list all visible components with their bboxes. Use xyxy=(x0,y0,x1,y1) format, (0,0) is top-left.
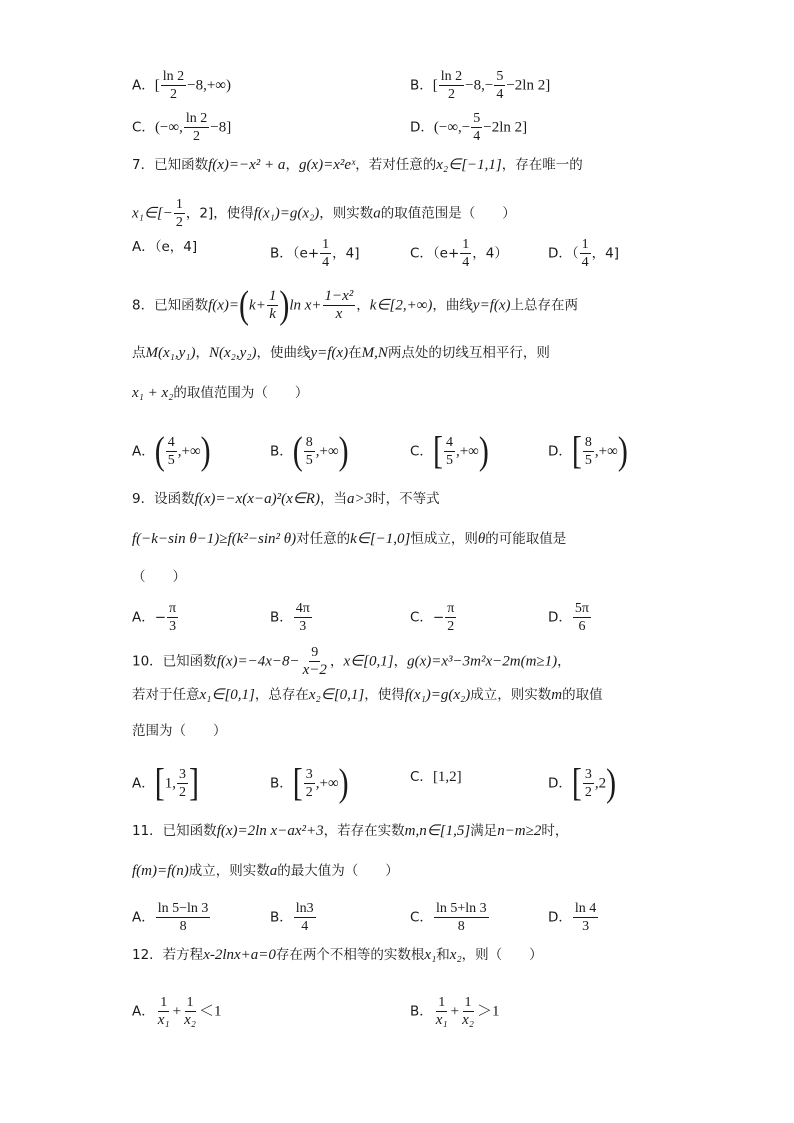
fraction: $\frac{1}{4}$ xyxy=(581,237,589,270)
fraction: $\frac{\ln 5+\ln 3}{8}$ xyxy=(435,901,487,934)
q12-stem: 12．若方程x-2lnx+a=0存在两个不相等的实数根x₁和x₂，则（ ） xyxy=(132,947,543,963)
fraction: $\frac{\ln 3}{4}$ xyxy=(295,901,314,934)
q8-option-a: A．( $\frac{4}{5}$ ,+∞) xyxy=(132,429,211,473)
fraction: $\frac{\ln 2}{2}$ xyxy=(440,69,463,102)
fraction: $\frac{9}{x-2}$ xyxy=(302,645,327,678)
fraction: $\frac{1}{4}$ xyxy=(462,237,470,270)
q10-option-d: D．[ $\frac{3}{2}$ ,2) xyxy=(548,761,617,805)
q11-stem-line1: 11．已知函数f(x)=2ln x−ax²+3，若存在实数m,n∈[1,5]满足n−m≥2时， xyxy=(132,823,569,839)
fraction: $\frac{5}{4}$ xyxy=(473,111,481,144)
q7-option-a: A．（e，4] xyxy=(132,239,198,255)
q6-option-a: A．[ $\frac{\ln 2}{2}$ −8,+∞) xyxy=(132,69,231,102)
fraction: $\frac{4}{5}$ xyxy=(445,435,453,468)
fraction: $\frac{1}{2}$ xyxy=(175,197,183,230)
fraction: $\frac{8}{5}$ xyxy=(305,435,313,468)
q11-option-d: D． $\frac{\ln 4}{3}$ xyxy=(548,901,597,934)
fraction: $\frac{1}{\text{x₂}}$ xyxy=(184,995,196,1028)
q10-option-c: C．[1,2] xyxy=(410,769,462,785)
q11-option-b: B． $\frac{\ln 3}{4}$ xyxy=(270,901,314,934)
q8-option-c: C．[ $\frac{4}{5}$ ,+∞) xyxy=(410,429,489,473)
q12-option-b: B． $\frac{1}{\text{x₁}}$ + $\frac{1}{\text{x₂}}$ ＞1 xyxy=(410,995,500,1028)
q8-stem-line3: x₁ + x₂的取值范围为（ ） xyxy=(132,385,309,401)
q7-option-d: D．（ $\frac{1}{4}$ ，4] xyxy=(548,237,620,270)
q10-stem-line1: 10．已知函数f(x)=−4x−8− $\frac{9}{x-2}$ ，x∈[0,1]，g(x)=x³−3m²x−2m(m≥1)， xyxy=(132,645,571,678)
q7-option-c: C．（e+ $\frac{1}{4}$ ，4） xyxy=(410,237,508,270)
q10-option-b: B．[ $\frac{3}{2}$ ,+∞) xyxy=(270,761,349,805)
q11-stem-line2: f(m)=f(n)成立，则实数a的最大值为（ ） xyxy=(132,863,399,879)
q9-option-a: A．− $\frac{\pi}{3}$ xyxy=(132,601,177,634)
fraction: $\frac{3}{2}$ xyxy=(179,767,186,800)
fraction: $\frac{4\pi}{3}$ xyxy=(295,601,310,634)
q9-stem-line3: （ ） xyxy=(132,569,186,585)
q9-stem-line2: f(−k−sin θ−1)≥f(k²−sin² θ)对任意的k∈[−1,0]恒成立，则θ的可能取值是 xyxy=(132,531,567,547)
fraction: $\frac{3}{2}$ xyxy=(305,767,313,800)
fraction: $\frac{8}{5}$ xyxy=(584,435,592,468)
q9-option-d: D． $\frac{5\pi}{6}$ xyxy=(548,601,589,634)
q7-stem-line2: x₁∈[− $\frac{1}{2}$ ，2]，使得f(x₁)=g(x₂)，则实数a的取值范围是（ ） xyxy=(132,197,516,230)
fraction: $\frac{1}{\text{x₁}}$ xyxy=(435,995,448,1028)
q7-stem-line1: 7．已知函数f(x)=−x² + a，g(x)=x²eˣ，若对任意的x₂∈[−1,1]，存在唯一的 xyxy=(132,157,583,173)
q10-stem-line3: 范围为（ ） xyxy=(132,723,227,739)
q6-option-b: B．[ $\frac{\ln 2}{2}$ −8,− $\frac{5}{4}$ −2ln 2] xyxy=(410,69,551,102)
q11-option-c: C． $\frac{\ln 5+\ln 3}{8}$ xyxy=(410,901,487,934)
q11-option-a: A． $\frac{\ln 5-\ln 3}{8}$ xyxy=(132,901,209,934)
fraction: $\frac{\text{1−x²}}{x}$ xyxy=(324,288,354,322)
q7-option-b: B．（e+ $\frac{1}{4}$ ，4] xyxy=(270,237,360,270)
q6-option-c: C．(−∞, $\frac{\ln 2}{2}$ −8] xyxy=(132,111,232,144)
q12-option-a: A． $\frac{1}{\text{x₁}}$ + $\frac{1}{\text{x₂}}$ ＜1 xyxy=(132,995,222,1028)
q6-option-d: D．(−∞,− $\frac{5}{4}$ −2ln 2] xyxy=(410,111,528,144)
q8-stem-line2: 点M(x₁,y₁)，N(x₂,y₂)，使曲线y=f(x)在M,N两点处的切线互相平行，则 xyxy=(132,345,550,361)
fraction: $\frac{\ln 2}{2}$ xyxy=(185,111,208,144)
q10-option-a: A．[1, $\frac{3}{2}$ ] xyxy=(132,761,199,805)
fraction: $\frac{1}{\text{x₂}}$ xyxy=(462,995,474,1028)
q9-option-c: C．− $\frac{\pi}{2}$ xyxy=(410,601,455,634)
fraction: $\frac{\ln 4}{3}$ xyxy=(574,901,597,934)
fraction: $\frac{1}{k}$ xyxy=(268,288,277,322)
fraction: $\frac{1}{\text{x₁}}$ xyxy=(157,995,170,1028)
q8-option-d: D．[ $\frac{8}{5}$ ,+∞) xyxy=(548,429,628,473)
fraction: $\frac{4}{5}$ xyxy=(167,435,175,468)
q8-option-b: B．( $\frac{8}{5}$ ,+∞) xyxy=(270,429,349,473)
fraction: $\frac{3}{2}$ xyxy=(584,767,592,800)
fraction: $\frac{5\pi}{6}$ xyxy=(574,601,589,634)
fraction: $\frac{\ln 2}{2}$ xyxy=(162,69,185,102)
fraction: $\frac{\pi}{3}$ xyxy=(169,601,177,634)
q9-option-b: B． $\frac{4\pi}{3}$ xyxy=(270,601,310,634)
fraction: $\frac{\ln 5-\ln 3}{8}$ xyxy=(157,901,209,934)
fraction: $\frac{\pi}{2}$ xyxy=(447,601,455,634)
q10-stem-line2: 若对于任意x₁∈[0,1]，总存在x₂∈[0,1]，使得f(x₁)=g(x₂)成立，则实数m的取值 xyxy=(132,687,603,703)
q8-stem-line1: 8．已知函数f(x)=(k+ $\frac{1}{k}$ )ln x+ $\frac{\text{1−x²}}{x}$ ，k∈[2,+∞)，曲线y=f(x)上总存在两 xyxy=(132,283,579,327)
fraction: $\frac{5}{4}$ xyxy=(496,69,504,102)
q9-stem-line1: 9．设函数f(x)=−x(x−a)²(x∈R)，当a>3时，不等式 xyxy=(132,491,440,507)
fraction: $\frac{1}{4}$ xyxy=(322,237,330,270)
